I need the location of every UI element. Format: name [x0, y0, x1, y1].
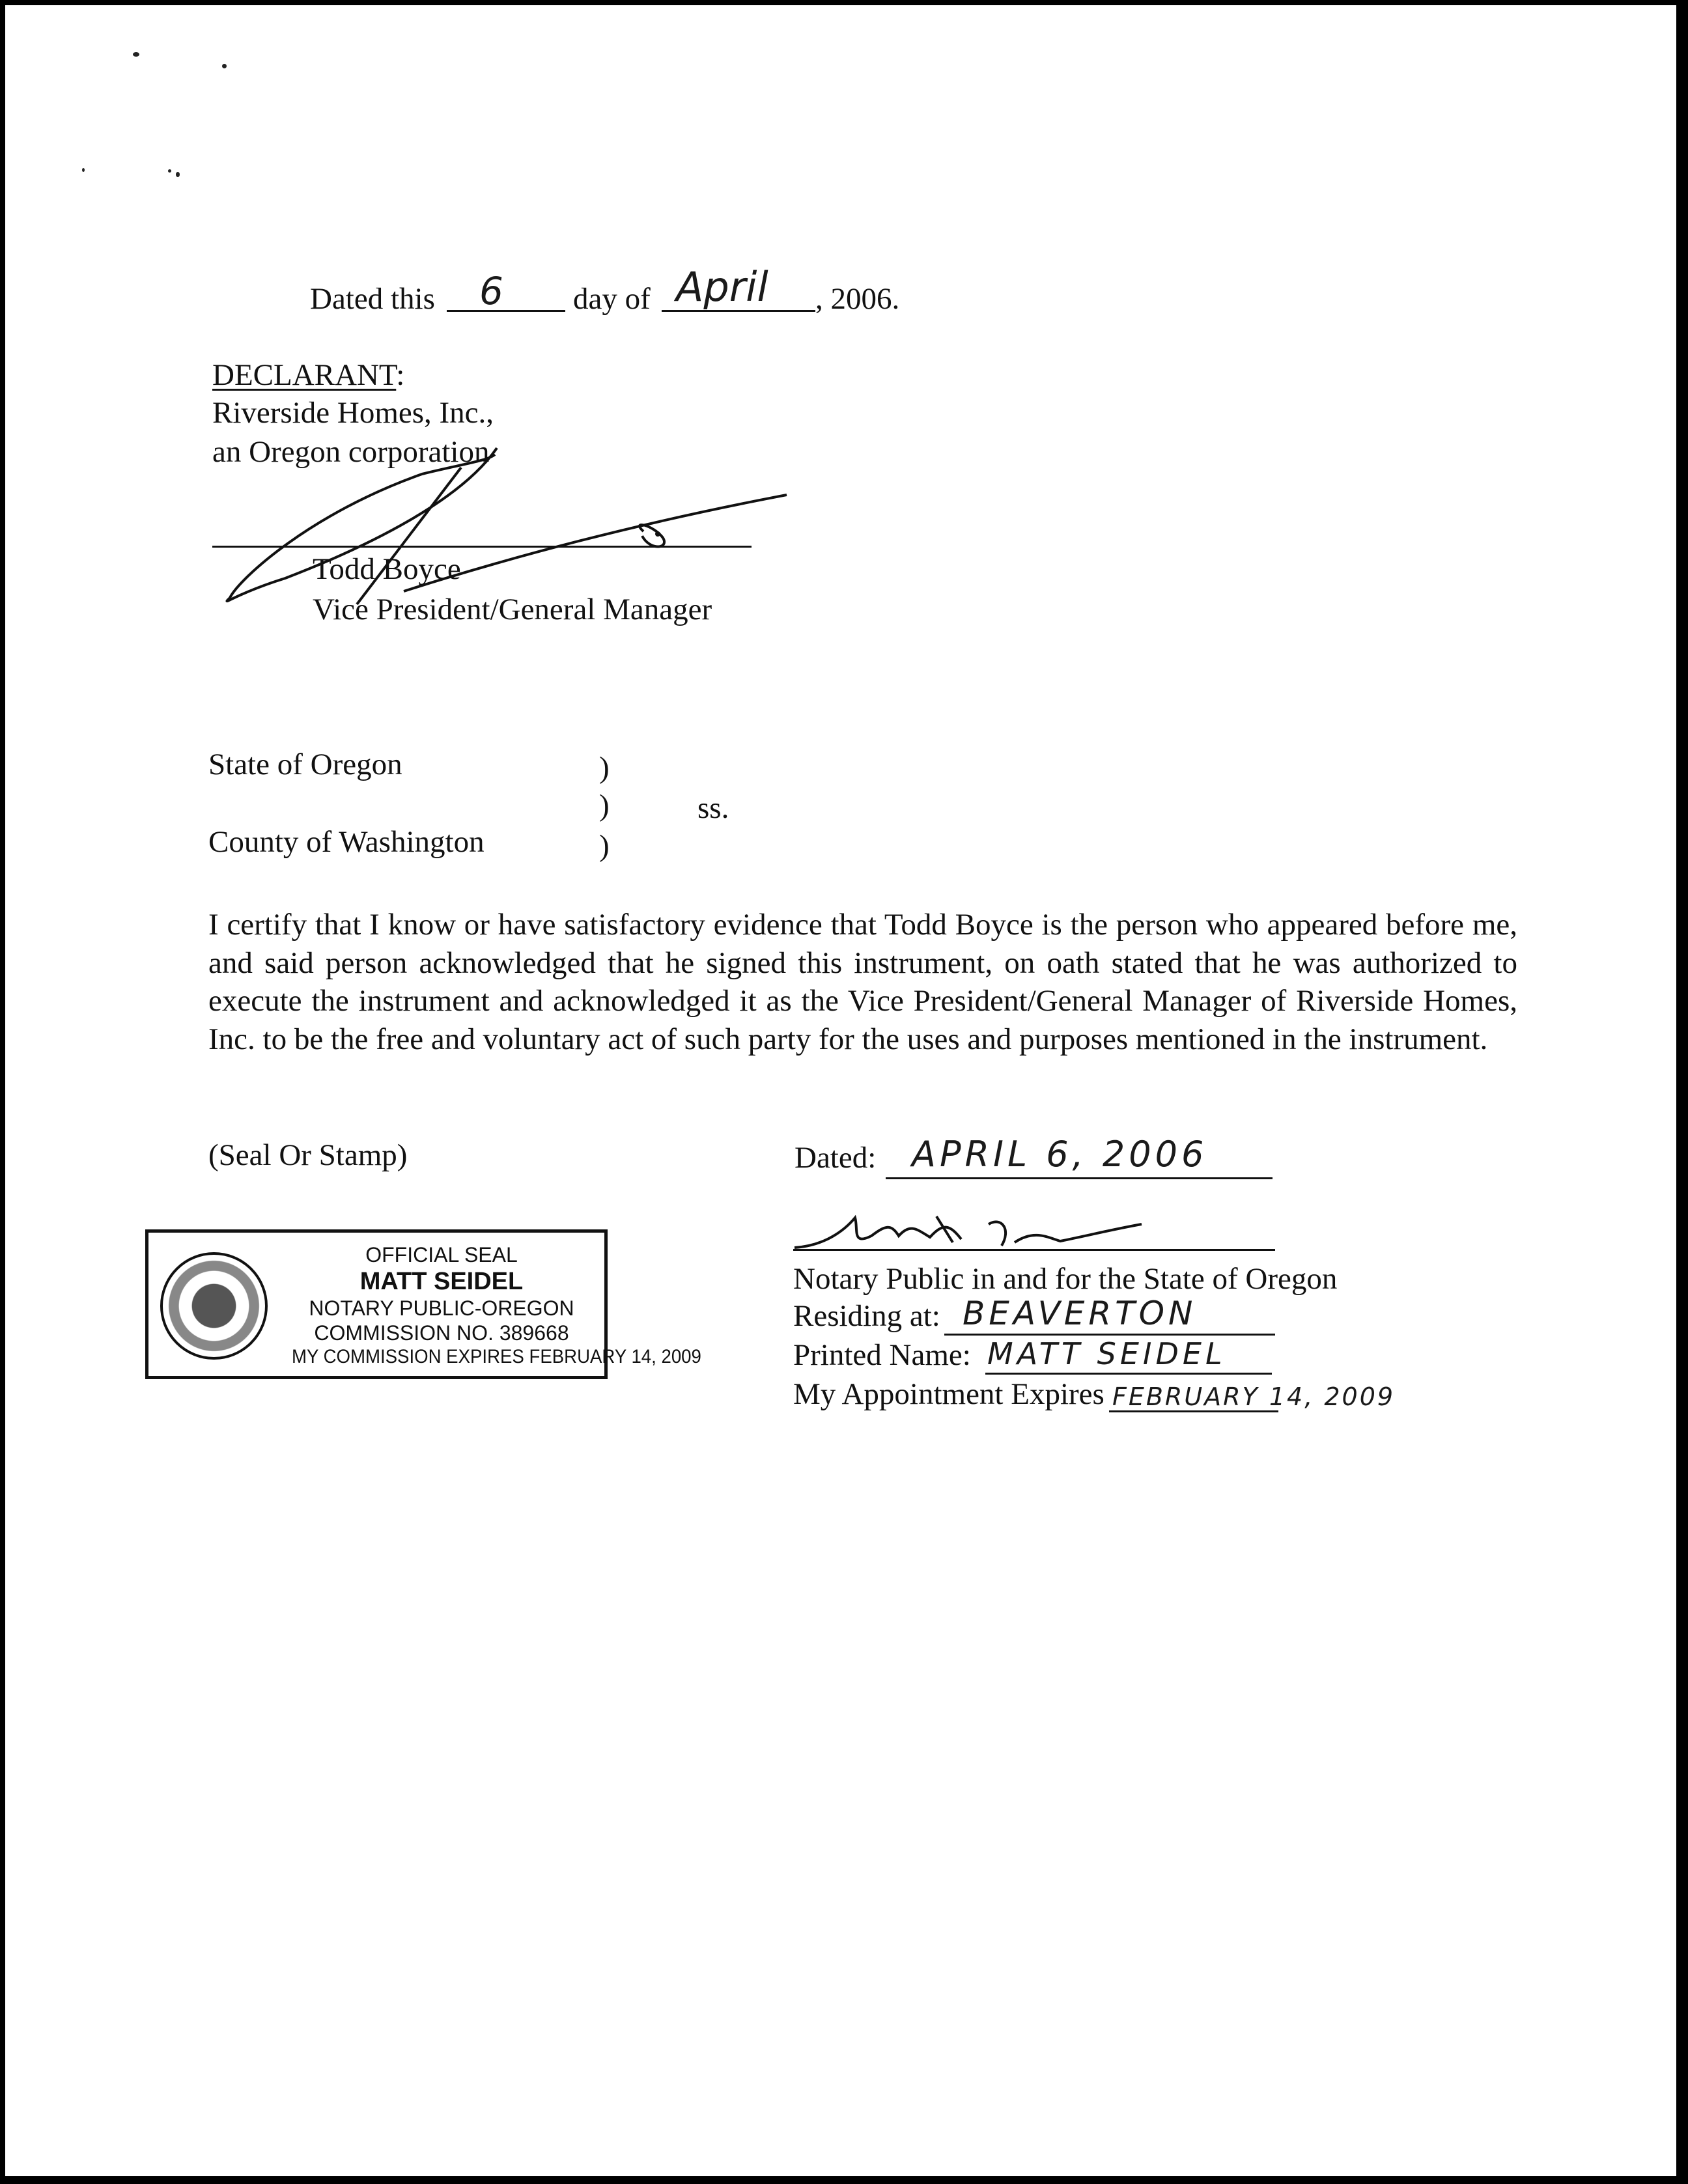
venue-county: County of Washington [208, 825, 485, 859]
stamp-expires: MY COMMISSION EXPIRES FEBRUARY 14, 2009 [292, 1346, 701, 1367]
notary-signature [5, 5, 1676, 1308]
declarant-heading-text: DECLARANT [212, 358, 397, 392]
month-handwritten: April [676, 263, 768, 311]
venue-ss: ss. [697, 791, 729, 825]
notary-dated-label: Dated: [795, 1141, 877, 1175]
residing-value: BEAVERTON [963, 1295, 1197, 1332]
notary-public-line: Notary Public in and for the State of Oregon [793, 1262, 1338, 1296]
stamp-title: OFFICIAL SEAL [365, 1243, 518, 1267]
dated-this-prefix: Dated this [310, 282, 435, 316]
year-text: , 2006. [815, 282, 900, 316]
appointment-expires-label: My Appointment Expires [793, 1377, 1104, 1411]
venue-paren-2: ) [599, 789, 610, 822]
declarant-company-type: an Oregon corporation [212, 435, 490, 469]
venue-paren-1: ) [599, 751, 610, 785]
day-handwritten: 6 [479, 269, 507, 313]
signer-title: Vice President/General Manager [313, 593, 712, 626]
signer-name: Todd Boyce [313, 552, 461, 586]
document-page [5, 5, 1676, 2176]
venue-state: State of Oregon [208, 748, 402, 781]
residing-label: Residing at: [793, 1299, 940, 1333]
stamp-office: NOTARY PUBLIC-OREGON [309, 1296, 574, 1320]
day-of-label: day of [573, 282, 651, 316]
printed-name-value: MATT SEIDEL [987, 1336, 1226, 1371]
declarant-company: Riverside Homes, Inc., [212, 396, 494, 430]
stamp-commission: COMMISSION NO. 389668 [314, 1321, 569, 1345]
stamp-name: MATT SEIDEL [359, 1268, 524, 1295]
venue-paren-3: ) [599, 829, 610, 863]
printed-name-blank [985, 1373, 1272, 1375]
certification-paragraph: I certify that I know or have satisfactory evidence that Todd Boyce is the person who appeared before me, and said person acknowledged that he signed this instrument, on oath stated that he was authorized to execute the instrument and acknowledged it as the Vice President/General Manager of Riverside Homes, Inc. to be the free and voluntary act of such party for the uses and purposes mentioned in the instrument. [208, 908, 1517, 1056]
printed-name-label: Printed Name: [793, 1338, 971, 1372]
appointment-expires-value: FEBRUARY 14, 2009 [1112, 1382, 1396, 1411]
residing-blank [944, 1334, 1275, 1336]
seal-or-stamp-label: (Seal Or Stamp) [208, 1138, 408, 1172]
declarant-colon: : [396, 358, 405, 392]
notary-dated-value: APRIL 6, 2006 [912, 1134, 1208, 1175]
